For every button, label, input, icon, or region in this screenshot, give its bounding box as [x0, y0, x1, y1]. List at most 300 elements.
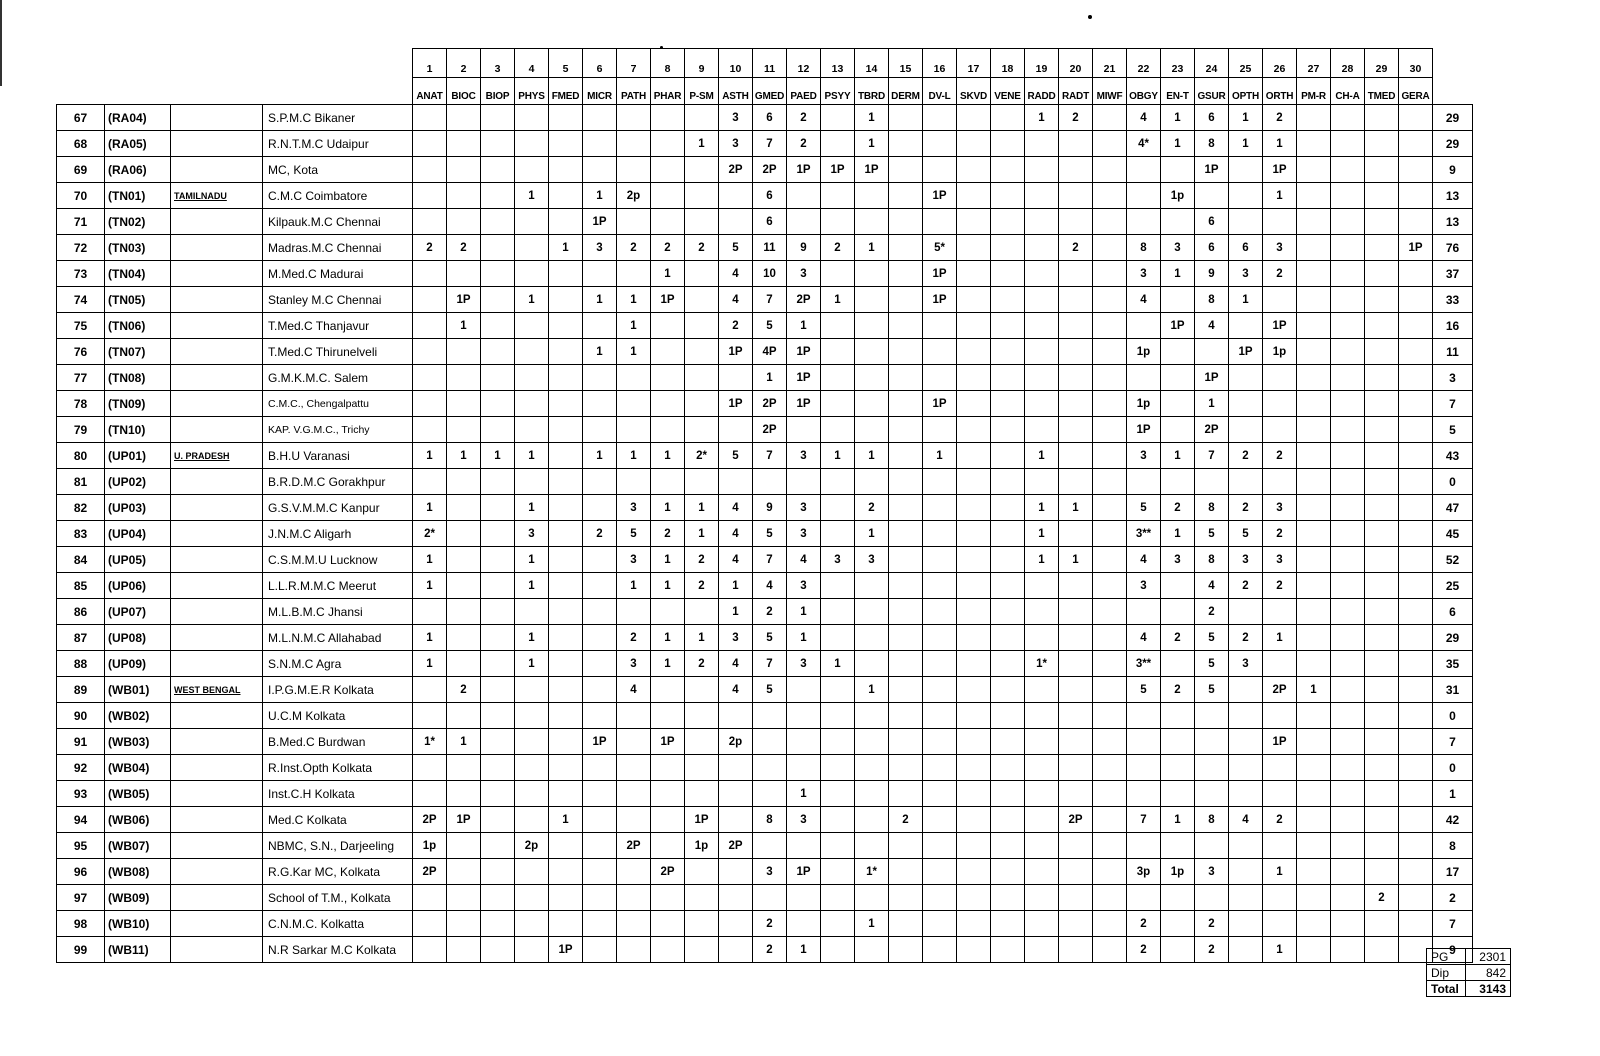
seat-count-cell [821, 209, 855, 235]
seat-count-cell: 2P [753, 391, 787, 417]
seat-count-cell: 5 [1127, 495, 1161, 521]
seat-count-cell [651, 703, 685, 729]
seat-count-cell [1195, 183, 1229, 209]
seat-count-cell [1127, 365, 1161, 391]
state-name-cell [171, 755, 263, 781]
seat-count-cell: 3 [787, 521, 821, 547]
seat-count-cell [1263, 781, 1297, 807]
seat-count-cell [617, 937, 651, 963]
seat-count-cell [1025, 729, 1059, 755]
state-name-cell [171, 859, 263, 885]
seat-count-cell [1399, 625, 1433, 651]
seat-count-cell [1365, 131, 1399, 157]
seat-count-cell [753, 885, 787, 911]
institution-name-cell: T.Med.C Thirunelveli [263, 339, 413, 365]
seat-count-cell [651, 313, 685, 339]
seat-count-cell [1127, 833, 1161, 859]
seat-count-cell [719, 183, 753, 209]
seat-count-cell [1093, 625, 1127, 651]
seat-count-cell [889, 287, 923, 313]
table-row [57, 625, 1473, 651]
header-blank-cell [105, 49, 171, 78]
seat-count-cell: 3 [787, 651, 821, 677]
column-number-header: 20 [1059, 49, 1093, 78]
seat-count-cell [1399, 755, 1433, 781]
seat-count-cell [447, 131, 481, 157]
row-total-cell: 3 [1433, 365, 1473, 391]
seat-count-cell [1059, 599, 1093, 625]
seat-count-cell [1263, 391, 1297, 417]
seat-count-cell [1365, 911, 1399, 937]
seat-count-cell [991, 729, 1025, 755]
seat-count-cell [719, 911, 753, 937]
seat-count-cell [1297, 339, 1331, 365]
seat-count-cell [481, 781, 515, 807]
seat-count-cell [1229, 391, 1263, 417]
row-total-cell: 11 [1433, 339, 1473, 365]
college-code-cell: (WB04) [105, 755, 171, 781]
seat-count-cell: 5 [617, 521, 651, 547]
seat-count-cell: 3 [719, 131, 753, 157]
seat-count-cell: 1P [787, 365, 821, 391]
seat-count-cell: 1 [617, 313, 651, 339]
seat-count-cell [447, 781, 481, 807]
column-number-header: 14 [855, 49, 889, 78]
seat-count-cell [719, 937, 753, 963]
seat-count-cell: 2 [1229, 625, 1263, 651]
seat-count-cell: 8 [1195, 131, 1229, 157]
state-name-cell [171, 261, 263, 287]
seat-count-cell: 5 [1195, 521, 1229, 547]
seat-count-cell [855, 755, 889, 781]
seat-count-cell [1059, 573, 1093, 599]
seat-count-cell [991, 183, 1025, 209]
seat-count-cell: 5 [753, 677, 787, 703]
seat-count-cell: 8 [1195, 287, 1229, 313]
seat-count-cell [1365, 157, 1399, 183]
column-number-header: 9 [685, 49, 719, 78]
seat-count-cell: 1p [1127, 391, 1161, 417]
seat-count-cell [481, 157, 515, 183]
seat-count-cell: 1p [1161, 859, 1195, 885]
seat-count-cell [413, 885, 447, 911]
seat-count-cell [1365, 339, 1399, 365]
seat-count-cell: 1P [923, 391, 957, 417]
seat-count-cell: 1P [1229, 339, 1263, 365]
seat-count-cell: 2P [719, 833, 753, 859]
seat-count-cell [889, 703, 923, 729]
seat-count-cell [855, 573, 889, 599]
row-total-cell: 25 [1433, 573, 1473, 599]
seat-count-cell [821, 417, 855, 443]
institution-name-cell: B.H.U Varanasi [263, 443, 413, 469]
seat-count-cell: 1 [1059, 547, 1093, 573]
seat-count-cell [617, 105, 651, 131]
institution-name-cell: N.R Sarkar M.C Kolkata [263, 937, 413, 963]
seat-count-cell [1365, 677, 1399, 703]
seat-count-cell [515, 365, 549, 391]
seat-count-cell [1297, 625, 1331, 651]
seat-count-cell [1059, 261, 1093, 287]
seat-count-cell [1399, 495, 1433, 521]
seat-count-cell: 1 [413, 443, 447, 469]
state-name-cell [171, 885, 263, 911]
seat-count-cell [1059, 417, 1093, 443]
row-total-cell: 5 [1433, 417, 1473, 443]
seat-count-cell [1331, 391, 1365, 417]
seat-count-cell [685, 261, 719, 287]
seat-count-cell: 1 [685, 521, 719, 547]
header-blank-cell [105, 78, 171, 105]
row-total-cell: 45 [1433, 521, 1473, 547]
seat-count-cell [1161, 469, 1195, 495]
seat-count-cell: 2p [719, 729, 753, 755]
seat-count-cell [821, 599, 855, 625]
state-name-cell [171, 703, 263, 729]
seat-count-cell [1059, 937, 1093, 963]
seat-count-cell [957, 677, 991, 703]
seat-count-cell [923, 417, 957, 443]
seat-count-cell [719, 209, 753, 235]
seat-count-cell [1297, 469, 1331, 495]
seat-count-cell [617, 729, 651, 755]
institution-name-cell: Madras.M.C Chennai [263, 235, 413, 261]
seat-count-cell [1229, 885, 1263, 911]
seat-count-cell: 3 [1127, 573, 1161, 599]
seat-count-cell [515, 599, 549, 625]
seat-count-cell [1365, 105, 1399, 131]
seat-count-cell: 2 [1263, 521, 1297, 547]
seat-count-cell [957, 937, 991, 963]
seat-count-cell [1331, 365, 1365, 391]
seat-count-cell: 2 [1059, 235, 1093, 261]
state-name-cell [171, 235, 263, 261]
seat-count-cell [1059, 287, 1093, 313]
institution-name-cell: R.G.Kar MC, Kolkata [263, 859, 413, 885]
seat-count-cell [957, 417, 991, 443]
table-row [57, 573, 1473, 599]
seat-count-cell [583, 677, 617, 703]
seat-count-cell [923, 599, 957, 625]
seat-count-cell [991, 937, 1025, 963]
seat-count-cell [1399, 859, 1433, 885]
seat-count-cell [821, 391, 855, 417]
seat-count-cell [1229, 781, 1263, 807]
seat-count-cell [617, 261, 651, 287]
row-total-cell: 7 [1433, 911, 1473, 937]
table-row [57, 547, 1473, 573]
summary-value: 842 [1466, 965, 1511, 981]
seat-count-cell [1331, 469, 1365, 495]
header-row-codes [57, 78, 1473, 105]
column-code-header: MICR [583, 78, 617, 105]
seat-count-cell [685, 417, 719, 443]
seat-count-cell [549, 573, 583, 599]
seat-count-cell [1025, 677, 1059, 703]
seat-count-cell [413, 339, 447, 365]
seat-count-cell [617, 469, 651, 495]
seat-count-cell [583, 495, 617, 521]
seat-count-cell: 1 [413, 573, 447, 599]
seat-count-cell [1025, 755, 1059, 781]
seat-count-cell [1025, 313, 1059, 339]
scan-speck [1088, 15, 1092, 19]
seat-count-cell [515, 105, 549, 131]
serial-number-cell: 93 [57, 781, 105, 807]
column-number-header: 3 [481, 49, 515, 78]
seat-count-cell [1059, 157, 1093, 183]
seat-count-cell: 1 [617, 573, 651, 599]
seat-count-cell [1229, 469, 1263, 495]
row-total-cell: 7 [1433, 391, 1473, 417]
seat-count-cell [957, 755, 991, 781]
seat-count-cell: 5 [753, 313, 787, 339]
seat-count-cell: 1p [1263, 339, 1297, 365]
seat-count-cell: 2 [1263, 807, 1297, 833]
seat-count-cell [821, 703, 855, 729]
seat-count-cell [1399, 573, 1433, 599]
seat-count-cell [549, 859, 583, 885]
seat-count-cell [889, 755, 923, 781]
seat-count-cell [1025, 131, 1059, 157]
seat-count-cell [617, 391, 651, 417]
seat-count-cell [821, 365, 855, 391]
seat-count-cell: 1 [685, 625, 719, 651]
college-code-cell: (TN01) [105, 183, 171, 209]
seat-count-cell [889, 157, 923, 183]
seat-count-cell: 2 [1229, 495, 1263, 521]
seat-count-cell: 7 [1195, 443, 1229, 469]
seat-count-cell [685, 885, 719, 911]
seat-count-cell: 1P [787, 859, 821, 885]
seat-count-cell [1093, 859, 1127, 885]
seat-count-cell [549, 703, 583, 729]
seat-count-cell [1365, 547, 1399, 573]
seat-count-cell [957, 703, 991, 729]
seat-count-cell [855, 469, 889, 495]
column-code-header: GERA [1399, 78, 1433, 105]
column-number-header: 11 [753, 49, 787, 78]
seat-count-cell: 1P [685, 807, 719, 833]
column-code-header: FMED [549, 78, 583, 105]
seat-count-cell: 11 [753, 235, 787, 261]
seat-count-cell: 1P [855, 157, 889, 183]
seat-count-cell [855, 781, 889, 807]
seat-count-cell [787, 417, 821, 443]
seat-count-cell: 2 [1195, 911, 1229, 937]
seat-count-cell [991, 651, 1025, 677]
seat-count-cell [1161, 573, 1195, 599]
college-code-cell: (WB07) [105, 833, 171, 859]
seat-count-cell [923, 781, 957, 807]
table-row [57, 677, 1473, 703]
institution-name-cell: L.L.R.M.M.C Meerut [263, 573, 413, 599]
seat-count-cell [515, 807, 549, 833]
seat-count-cell: 6 [1195, 209, 1229, 235]
seat-count-cell [719, 859, 753, 885]
seat-count-cell: 3 [753, 859, 787, 885]
seat-count-cell: 1 [1229, 131, 1263, 157]
seat-count-cell: 1 [855, 443, 889, 469]
seat-count-cell [651, 209, 685, 235]
state-name-cell [171, 105, 263, 131]
college-code-cell: (RA06) [105, 157, 171, 183]
column-code-header: PATH [617, 78, 651, 105]
seat-count-cell: 2 [447, 677, 481, 703]
seat-count-cell: 4 [719, 495, 753, 521]
seat-count-cell [957, 495, 991, 521]
seat-count-cell: 4 [1195, 573, 1229, 599]
seat-count-cell [583, 911, 617, 937]
seat-count-cell: 1 [1297, 677, 1331, 703]
seat-count-cell: 2 [1263, 573, 1297, 599]
seat-count-cell: 1 [583, 443, 617, 469]
seat-count-cell [923, 677, 957, 703]
seat-count-cell: 3 [787, 573, 821, 599]
seat-count-cell [889, 339, 923, 365]
seat-count-cell [481, 937, 515, 963]
seat-count-cell [1331, 573, 1365, 599]
seat-count-cell [549, 105, 583, 131]
seat-count-cell [719, 885, 753, 911]
seat-count-cell [923, 365, 957, 391]
seat-count-cell: 1P [583, 729, 617, 755]
header-row-numbers [57, 49, 1473, 78]
seat-count-cell [1229, 911, 1263, 937]
seat-count-cell [1025, 781, 1059, 807]
seat-count-cell [549, 547, 583, 573]
seat-count-cell [855, 885, 889, 911]
seat-count-cell: 2 [1229, 573, 1263, 599]
seat-count-cell: 1 [515, 183, 549, 209]
seat-count-cell [991, 131, 1025, 157]
seat-count-cell [991, 469, 1025, 495]
seat-count-cell [991, 755, 1025, 781]
column-number-header: 17 [957, 49, 991, 78]
seat-count-cell: 4 [1127, 105, 1161, 131]
seat-count-cell [1331, 599, 1365, 625]
seat-count-cell: 8 [1127, 235, 1161, 261]
seat-count-cell [413, 313, 447, 339]
seat-count-cell: 1 [787, 625, 821, 651]
state-name-cell [171, 313, 263, 339]
column-code-header: BIOC [447, 78, 481, 105]
seat-count-cell [583, 469, 617, 495]
institution-name-cell: Med.C Kolkata [263, 807, 413, 833]
seat-count-cell [1127, 599, 1161, 625]
seat-count-cell [481, 105, 515, 131]
seat-count-cell [923, 495, 957, 521]
seat-count-cell [1297, 729, 1331, 755]
seat-count-cell: 4 [617, 677, 651, 703]
serial-number-cell: 96 [57, 859, 105, 885]
seat-count-cell: 5 [1229, 521, 1263, 547]
seat-count-cell: 3 [1161, 547, 1195, 573]
seat-count-cell [685, 391, 719, 417]
seat-count-cell [1297, 183, 1331, 209]
row-total-cell: 76 [1433, 235, 1473, 261]
column-code-header: GSUR [1195, 78, 1229, 105]
seat-count-cell [991, 625, 1025, 651]
seat-count-cell [787, 885, 821, 911]
seat-count-cell [549, 495, 583, 521]
seat-count-cell [855, 729, 889, 755]
seat-count-cell [1025, 469, 1059, 495]
seat-count-cell: 1P [787, 339, 821, 365]
seat-count-cell [1297, 547, 1331, 573]
seat-count-cell [1195, 729, 1229, 755]
table-row [57, 833, 1473, 859]
seat-count-cell [651, 885, 685, 911]
seat-count-cell [617, 209, 651, 235]
seat-count-cell [957, 573, 991, 599]
seat-count-cell [957, 131, 991, 157]
seat-count-cell [1331, 677, 1365, 703]
seat-count-cell [1025, 157, 1059, 183]
seat-count-cell [957, 209, 991, 235]
seat-count-cell [821, 729, 855, 755]
seat-count-cell [1093, 131, 1127, 157]
seat-count-cell [991, 287, 1025, 313]
seat-count-cell [651, 105, 685, 131]
seat-count-cell [1161, 391, 1195, 417]
seat-count-cell [685, 287, 719, 313]
seat-count-cell [889, 391, 923, 417]
college-code-cell: (UP07) [105, 599, 171, 625]
column-code-header: ASTH [719, 78, 753, 105]
seat-count-cell: 1P [719, 339, 753, 365]
seat-count-cell: 3 [617, 547, 651, 573]
seat-count-cell: 8 [1195, 547, 1229, 573]
seat-count-cell [1331, 183, 1365, 209]
seat-count-cell [1229, 313, 1263, 339]
seat-count-cell: 7 [753, 443, 787, 469]
seat-count-cell [617, 755, 651, 781]
seat-count-cell: 2 [787, 131, 821, 157]
institution-name-cell: Stanley M.C Chennai [263, 287, 413, 313]
seat-count-cell [583, 833, 617, 859]
seat-count-cell [889, 443, 923, 469]
seat-count-cell [787, 833, 821, 859]
seat-count-cell [651, 339, 685, 365]
seat-count-cell [1297, 443, 1331, 469]
row-total-cell: 52 [1433, 547, 1473, 573]
seat-count-cell [685, 911, 719, 937]
seat-count-cell: 5 [753, 625, 787, 651]
institution-name-cell: Kilpauk.M.C Chennai [263, 209, 413, 235]
seat-count-cell [991, 495, 1025, 521]
seat-count-cell: 1 [651, 573, 685, 599]
row-total-cell: 0 [1433, 703, 1473, 729]
seat-count-cell [855, 209, 889, 235]
seat-count-cell [991, 677, 1025, 703]
seat-count-cell: 3 [787, 443, 821, 469]
seat-count-cell [685, 339, 719, 365]
seat-count-cell: 1 [413, 651, 447, 677]
seat-count-cell [481, 885, 515, 911]
seat-count-cell: 1 [1161, 521, 1195, 547]
seat-count-cell [855, 833, 889, 859]
seat-count-cell [447, 261, 481, 287]
seat-count-cell: 2P [1059, 807, 1093, 833]
column-number-header: 7 [617, 49, 651, 78]
seat-count-cell [651, 807, 685, 833]
column-number-header: 19 [1025, 49, 1059, 78]
seat-count-cell [1331, 521, 1365, 547]
seat-count-cell: 2 [651, 521, 685, 547]
institution-name-cell: C.M.C., Chengalpattu [263, 391, 413, 417]
seat-count-cell: 1 [1263, 859, 1297, 885]
